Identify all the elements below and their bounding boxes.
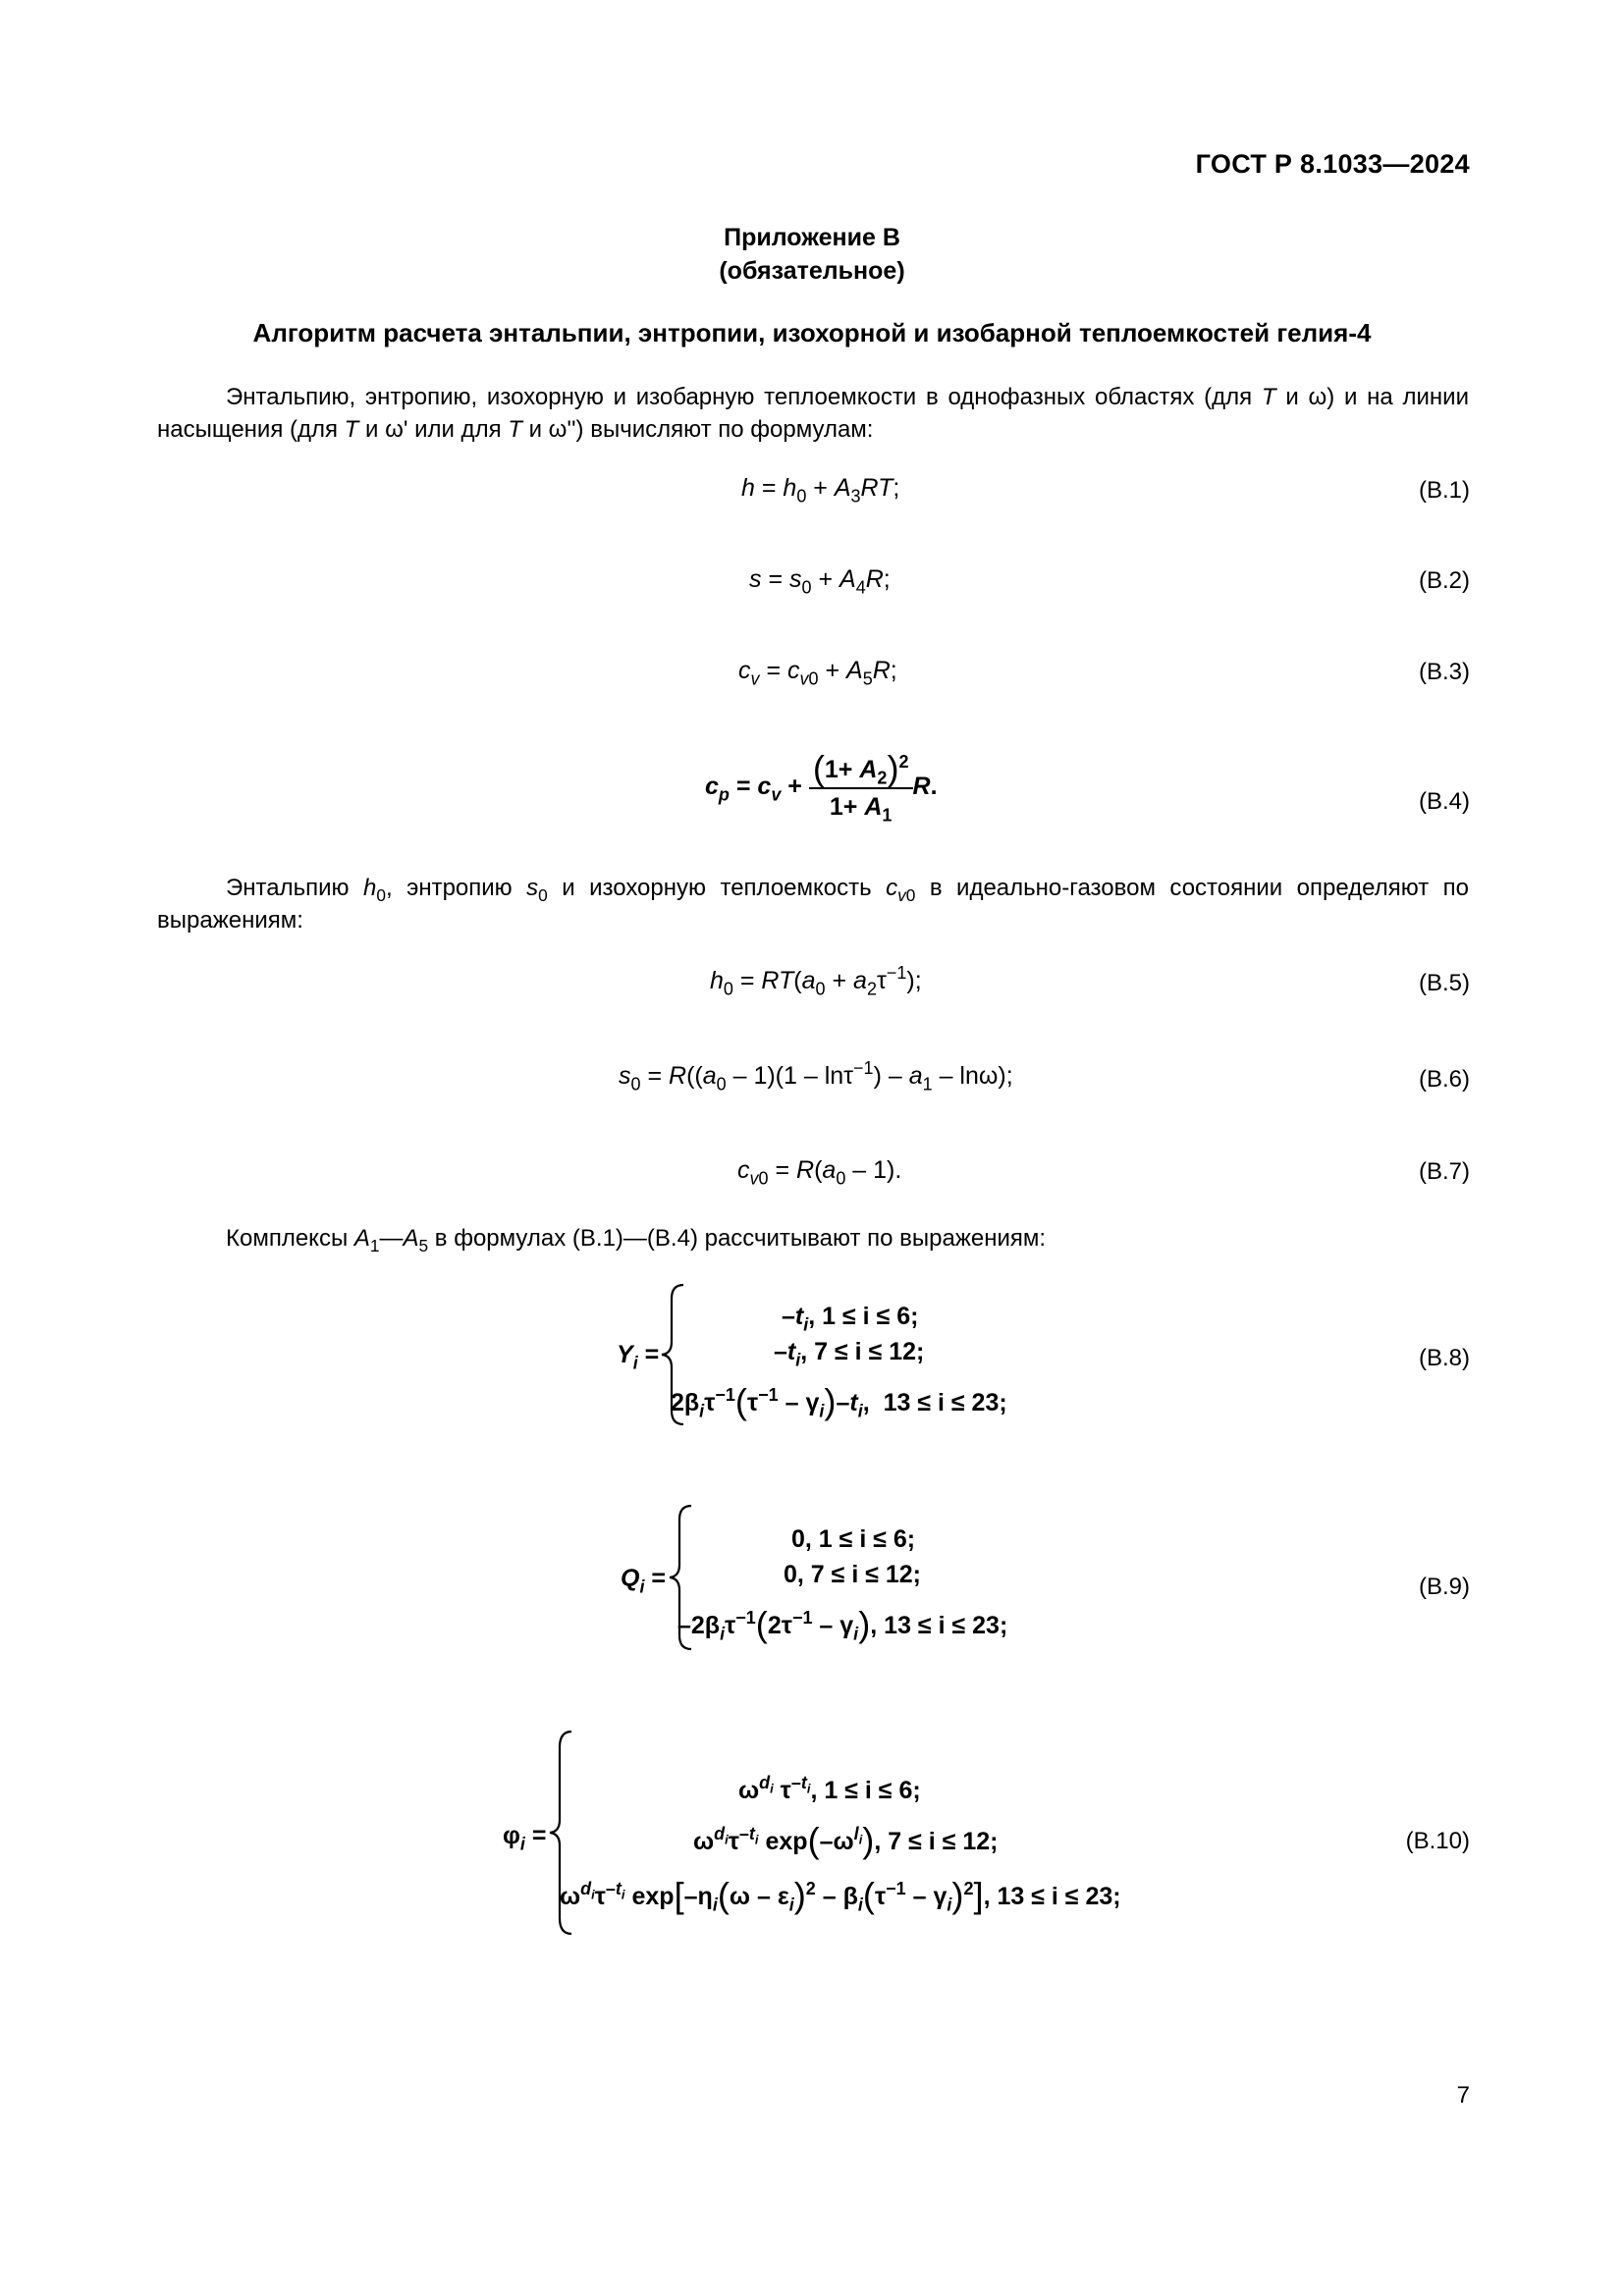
- b9-cond-3: 13 ≤ i ≤ 23;: [884, 1612, 1008, 1640]
- equation-number-b2: (В.2): [1418, 567, 1470, 594]
- b10-cond-1: 1 ≤ i ≤ 6;: [824, 1777, 921, 1804]
- page-number: 7: [1456, 2082, 1470, 2109]
- b10-cond-3: 13 ≤ i ≤ 23;: [997, 1883, 1121, 1911]
- equation-b9: $Q_i$ = 0, 1 ≤ i ≤ 6; 0, 7 ≤ i ≤ 12; $-2\beta_i\tau^{-1}(2\tau^{-1} - \gamma_i)$, 13 ≤ i ≤ 23;: [589, 1502, 1100, 1654]
- equation-number-b3: (В.3): [1418, 659, 1470, 685]
- b8-cond-1: 1 ≤ i ≤ 6;: [822, 1303, 919, 1330]
- equation-b5: $h_0 = RT(a_0 + a_2\tau^{-1})$;: [710, 963, 922, 999]
- equation-b4: $c_p = c_v$ + $\frac{(1+ A_2)^2}{1+ A_1}$ R.: [705, 748, 938, 826]
- equation-number-b6: (В.6): [1418, 1066, 1470, 1093]
- equation-number-b10: (В.10): [1405, 1828, 1470, 1854]
- b9-cond-2: 7 ≤ i ≤ 12;: [810, 1561, 922, 1588]
- document-header: ГОСТ Р 8.1033—2024: [1195, 149, 1470, 179]
- b9-cond-1: 1 ≤ i ≤ 6;: [818, 1525, 916, 1553]
- intro-paragraph: Энтальпию, энтропию, изохорную и изобарную теплоемкости в однофазных областях (для T и ω) и на линии насыщения (для T и ω' или для T и ω'') вычисляют по формулам:: [157, 384, 1469, 443]
- equation-number-b4: (В.4): [1418, 788, 1470, 815]
- equation-b10: $\varphi_i$ = $\omega^{d_i}$ $\tau^{-t_i}$, 1 ≤ i ≤ 6; $\omega^{d_i}\tau^{-t_i}$ $\exp(-\omega^{l_i})$, 7 ≤ i ≤ 12; $\omega^{d_i}\tau^{-t_i}$ $\exp[-\eta_i(\omega - \varepsilon_i)^2 - \beta_i(\tau^{-1} - \gamma_i)^2]$, 13 ≤ i ≤ 23;: [491, 1728, 1198, 1939]
- equation-number-b9: (В.9): [1418, 1574, 1470, 1600]
- equation-b8: $Y_i$ = $-t_i$, 1 ≤ i ≤ 6; $-t_i$, 7 ≤ i ≤ 12; $2\beta_i\tau^{-1}(\tau^{-1} - \gamma_i)-t_i$, 13 ≤ i ≤ 23;: [589, 1281, 1100, 1428]
- b10-cond-2: 7 ≤ i ≤ 12;: [888, 1828, 999, 1856]
- equation-number-b5: (В.5): [1418, 970, 1470, 996]
- b8-cond-2: 7 ≤ i ≤ 12;: [814, 1338, 925, 1365]
- section-title: Алгоритм расчета энтальпии, энтропии, изохорной и изобарной теплоемкостей гелия-4: [252, 318, 1372, 347]
- equation-number-b8: (В.8): [1418, 1345, 1470, 1371]
- equation-number-b7: (В.7): [1418, 1158, 1470, 1185]
- ideal-gas-paragraph: Энтальпию $h_0$, энтропию $s_0$ и изохорную теплоемкость $c_{v0}$ в идеально-газовом состоянии определяют по выражениям:: [157, 875, 1470, 934]
- equation-b3: $c_v = c_{v0} + A_5R$;: [738, 657, 897, 689]
- equation-number-b1: (В.1): [1418, 477, 1470, 504]
- appendix-status: (обязательное): [719, 257, 905, 285]
- appendix-title: Приложение В: [724, 224, 900, 251]
- b8-cond-3: 13 ≤ i ≤ 23;: [883, 1389, 1007, 1417]
- complexes-paragraph: Комплексы $A_1—A_5$ в формулах (В.1)—(В.4) рассчитывают по выражениям:: [226, 1225, 1047, 1256]
- equation-b6: $s_0 = R((a_0 - 1)(1 - \ln\tau^{-1}) - a_1 - \ln\omega)$;: [619, 1058, 1013, 1095]
- equation-b1: $h = h_0 + A_3RT$;: [741, 474, 900, 507]
- equation-b7: $c_{v0} = R(a_0 - 1)$.: [737, 1156, 902, 1189]
- equation-b2: $s = s_0 + A_4R$;: [749, 565, 891, 598]
- fraction-b4: $\frac{(1+ A_2)^2}{1+ A_1}$: [809, 751, 913, 825]
